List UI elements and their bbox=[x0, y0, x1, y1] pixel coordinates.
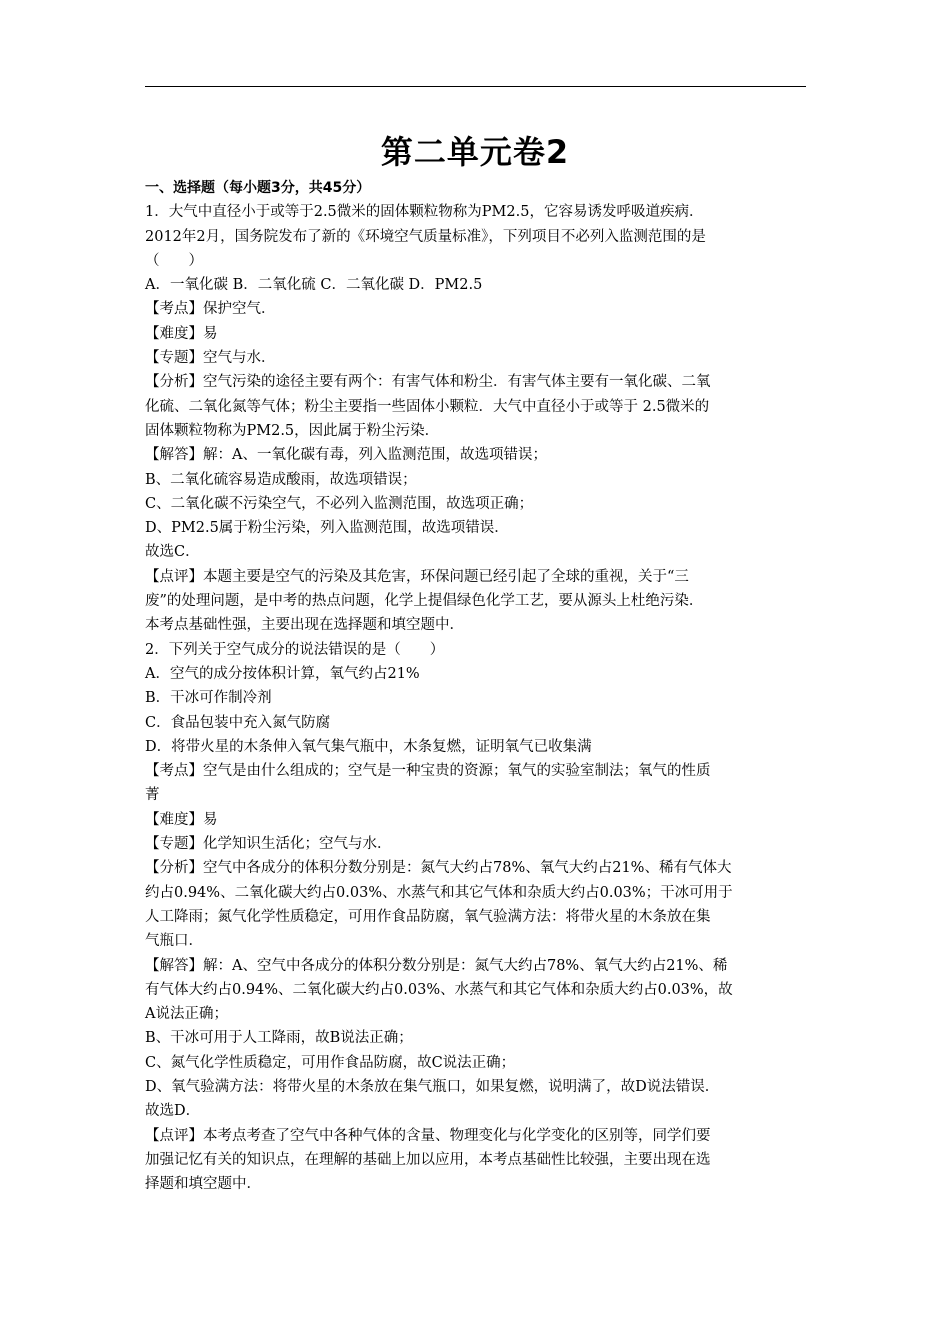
document-body bbox=[145, 176, 810, 1196]
text-line: 【分析】空气中各成分的体积分数分别是：氮气大约占78%、氧气大约占21%、稀有气体大 bbox=[145, 860, 732, 877]
text-line: B、干冰可用于人工降雨，故B说法正确； bbox=[145, 1030, 413, 1047]
text-line: 【点评】本题主要是空气的污染及其危害，环保问题已经引起了全球的重视，关于“三 bbox=[145, 568, 689, 585]
text-line: C．食品包装中充入氮气防腐 bbox=[145, 714, 331, 731]
text-line: 1．大气中直径小于或等于2.5微米的固体颗粒物称为PM2.5，它容易诱发呼吸道疾病． bbox=[145, 204, 704, 221]
text-line: 【点评】本考点考查了空气中各种气体的含量、物理变化与化学变化的区别等，同学们要 bbox=[145, 1127, 711, 1144]
text-line: 约占0.94%、二氧化碳大约占0.03%、水蒸气和其它气体和杂质大约占0.03%；干冰可用于 bbox=[145, 884, 733, 901]
text-line: 【难度】易 bbox=[145, 811, 218, 828]
text-line: A说法正确； bbox=[145, 1006, 228, 1023]
text-line: 固体颗粒物称为PM2.5，因此属于粉尘污染． bbox=[145, 422, 440, 439]
text-line: D、氧气验满方法：将带火星的木条放在集气瓶口，如果复燃，说明满了，故D说法错误． bbox=[145, 1078, 720, 1095]
text-line: 【分析】空气污染的途径主要有两个：有害气体和粉尘．有害气体主要有一氧化碳、二氧 bbox=[145, 374, 711, 391]
text-line: B．干冰可作制冷剂 bbox=[145, 690, 272, 707]
text-line: B、二氧化硫容易造成酸雨，故选项错误； bbox=[145, 471, 417, 488]
text-line: D．将带火星的木条伸入氧气集气瓶中，木条复燃，证明氧气已收集满 bbox=[145, 738, 592, 755]
text-line: 【考点】空气是由什么组成的；空气是一种宝贵的资源；氧气的实验室制法；氧气的性质 bbox=[145, 763, 711, 780]
text-line: 人工降雨；氮气化学性质稳定，可用作食品防腐，氧气验满方法：将带火星的木条放在集 bbox=[145, 908, 711, 925]
text-line: 择题和填空题中． bbox=[145, 1176, 261, 1193]
header-rule bbox=[145, 86, 806, 87]
text-line: 本考点基础性强，主要出现在选择题和填空题中． bbox=[145, 617, 464, 634]
text-line: C、二氧化碳不污染空气，不必列入监测范围，故选项正确； bbox=[145, 495, 534, 512]
text-line: 【专题】空气与水． bbox=[145, 350, 276, 367]
text-line: 故选C． bbox=[145, 544, 200, 561]
text-line: 气瓶口． bbox=[145, 933, 203, 950]
text-line: 菁 bbox=[145, 787, 160, 804]
text-line: （ ） bbox=[145, 252, 203, 269]
text-line: 2012年2月，国务院发布了新的《环境空气质量标准》，下列项目不必列入监测范围的是 bbox=[145, 228, 706, 245]
text-line: 【解答】解：A、空气中各成分的体积分数分别是：氮气大约占78%、氧气大约占21%、稀 bbox=[145, 957, 728, 974]
text-line: D、PM2.5属于粉尘污染，列入监测范围，故选项错误． bbox=[145, 520, 509, 537]
text-line: 【解答】解：A、一氧化碳有毒，列入监测范围，故选项错误； bbox=[145, 447, 547, 464]
document-title: 第二单元卷2 bbox=[380, 133, 570, 171]
text-line: 加强记忆有关的知识点，在理解的基础上加以应用，本考点基础性比较强，主要出现在选 bbox=[145, 1151, 711, 1168]
text-lines bbox=[145, 200, 810, 1196]
text-line: 【考点】保护空气． bbox=[145, 301, 276, 318]
text-line: C、氮气化学性质稳定，可用作食品防腐，故C说法正确； bbox=[145, 1054, 516, 1071]
text-line: A．一氧化碳 B．二氧化硫 C．二氧化碳 D．PM2.5 bbox=[145, 277, 483, 294]
text-line: 【专题】化学知识生活化；空气与水． bbox=[145, 836, 392, 853]
text-line: 【难度】易 bbox=[145, 325, 218, 342]
section-heading: 一、选择题（每小题3分，共45分） bbox=[145, 180, 371, 196]
text-line: A．空气的成分按体积计算，氧气约占21% bbox=[145, 665, 420, 682]
text-line: 有气体大约占0.94%、二氧化碳大约占0.03%、水蒸气和其它气体和杂质大约占0.03%，故 bbox=[145, 981, 733, 998]
text-line: 化硫、二氧化氮等气体；粉尘主要指一些固体小颗粒．大气中直径小于或等于 2.5微米的 bbox=[145, 398, 710, 415]
text-line: 废”的处理问题，是中考的热点问题，化学上提倡绿色化学工艺，要从源头上杜绝污染． bbox=[145, 593, 704, 610]
text-line: 2．下列关于空气成分的说法错误的是（ ） bbox=[145, 641, 445, 658]
text-line: 故选D． bbox=[145, 1103, 201, 1120]
